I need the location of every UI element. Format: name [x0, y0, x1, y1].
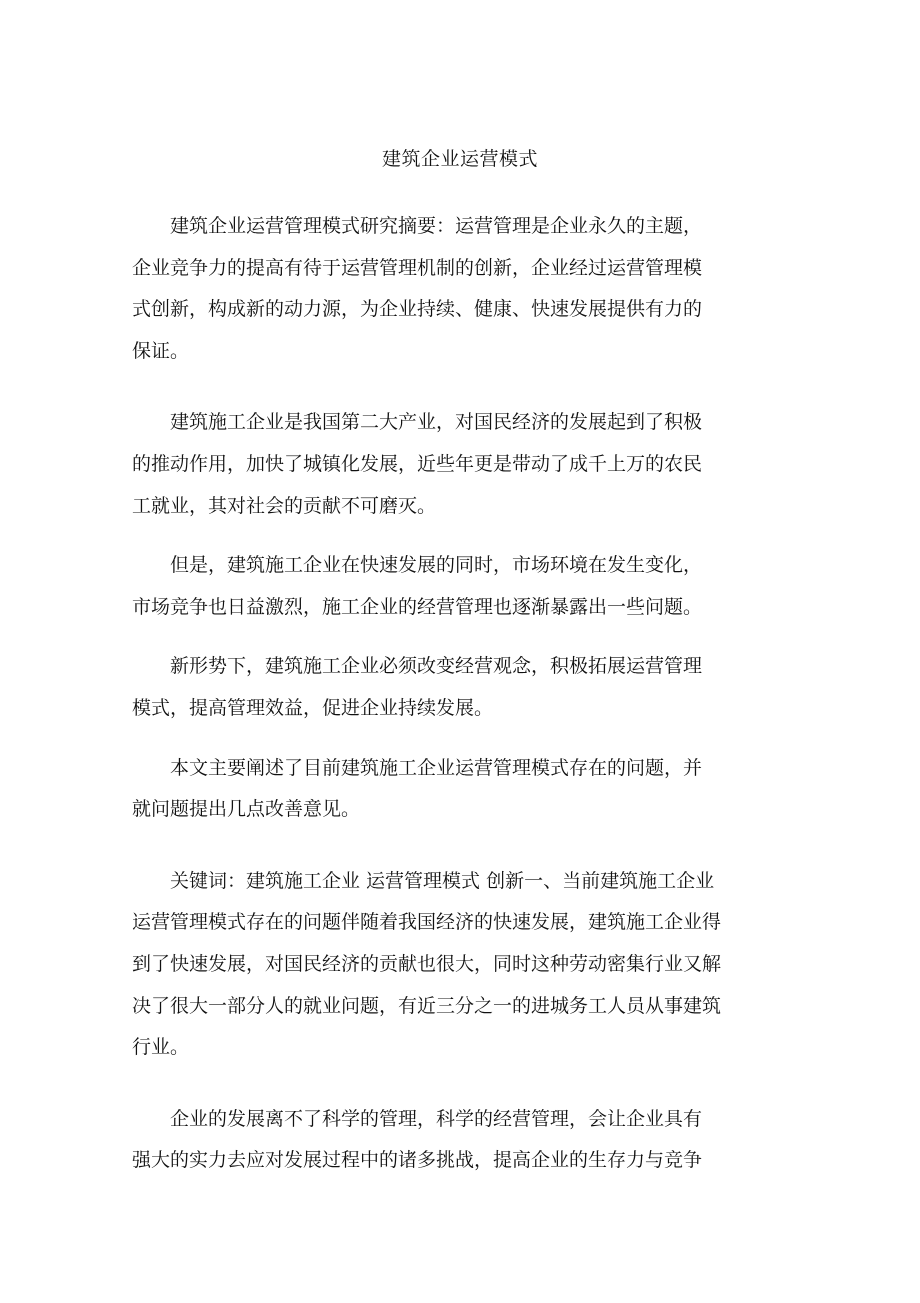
body-paragraph — [132, 402, 752, 527]
text-line: 模式，提高管理效益，促进企业持续发展。 — [132, 696, 494, 719]
text-line: 强大的实力去应对发展过程中的诸多挑战，提高企业的生存力与竞争 — [132, 1149, 703, 1172]
text-line: 式创新，构成新的动力源，为企业持续、健康、快速发展提供有力的 — [132, 298, 703, 321]
text-line: 到了快速发展，对国民经济的贡献也很大，同时这种劳动密集行业又解 — [132, 952, 722, 975]
text-line: 新形势下，建筑施工企业必须改变经营观念，积极拓展运营管理 — [170, 655, 703, 678]
body-paragraph — [132, 545, 752, 628]
body-paragraph — [132, 646, 752, 729]
text-line: 建筑施工企业是我国第二大产业，对国民经济的发展起到了积极 — [170, 411, 703, 434]
text-line: 行业。 — [132, 1036, 190, 1059]
text-line: 的推动作用，加快了城镇化发展，近些年更是带动了成千上万的农民 — [132, 452, 703, 475]
document-body — [132, 206, 752, 1182]
text-line: 关键词：建筑施工企业 运营管理模式 创新一、当前建筑施工企业 — [170, 869, 715, 892]
text-line: 但是，建筑施工企业在快速发展的同时，市场环境在发生变化， — [170, 554, 703, 577]
text-line: 运营管理模式存在的问题伴随着我国经济的快速发展，建筑施工企业得 — [132, 911, 722, 934]
text-line: 企业竞争力的提高有待于运营管理机制的创新，企业经过运营管理模 — [132, 256, 703, 279]
document-title: 建筑企业运营模式 — [381, 148, 538, 170]
body-paragraph — [132, 1099, 752, 1182]
text-line: 保证。 — [132, 339, 190, 362]
keywords-paragraph — [132, 861, 752, 1069]
text-line: 工就业，其对社会的贡献不可磨灭。 — [132, 494, 437, 517]
text-line: 决了很大一部分人的就业问题，有近三分之一的进城务工人员从事建筑 — [132, 994, 722, 1017]
abstract-paragraph — [132, 206, 752, 372]
text-line: 建筑企业运营管理模式研究摘要：运营管理是企业永久的主题， — [170, 215, 703, 237]
text-line: 企业的发展离不了科学的管理，科学的经营管理，会让企业具有 — [170, 1107, 703, 1130]
text-line: 就问题提出几点改善意见。 — [132, 798, 361, 821]
body-paragraph — [132, 748, 752, 831]
text-line: 市场竞争也日益激烈，施工企业的经营管理也逐渐暴露出一些问题。 — [132, 595, 703, 618]
text-line: 本文主要阐述了目前建筑施工企业运营管理模式存在的问题，并 — [170, 756, 703, 779]
